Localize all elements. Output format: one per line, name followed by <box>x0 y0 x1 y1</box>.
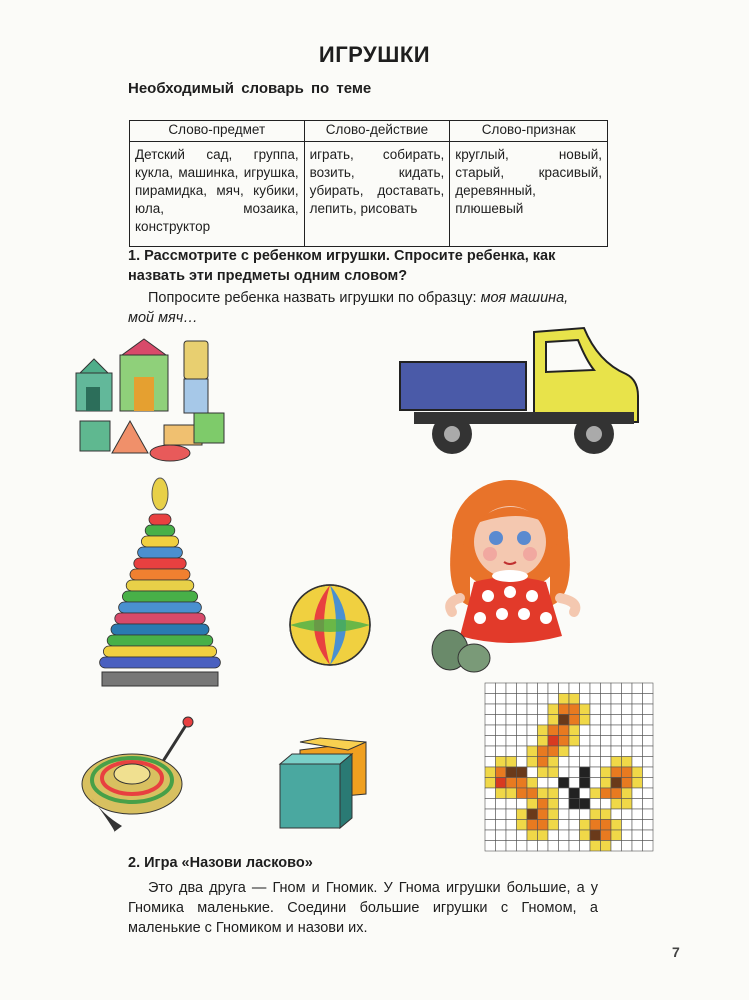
mosaic-cell <box>601 725 612 736</box>
mosaic-cell <box>590 694 601 705</box>
vocabulary-table <box>129 120 608 247</box>
mosaic-cell <box>622 715 633 726</box>
mosaic-cell <box>496 694 507 705</box>
mosaic-cell <box>517 757 528 768</box>
mosaic-cell <box>485 841 496 852</box>
table-header-verbs: Слово-действие <box>304 121 450 142</box>
mosaic-cell <box>611 746 622 757</box>
mosaic-cell <box>538 725 549 736</box>
mosaic-cell <box>580 778 591 789</box>
mosaic-cell <box>643 830 654 841</box>
mosaic-cell <box>569 830 580 841</box>
mosaic-cell <box>496 736 507 747</box>
mosaic-cell <box>517 736 528 747</box>
doll-illustration <box>430 478 600 678</box>
pyramid-ring <box>103 646 216 657</box>
mosaic-cell <box>485 778 496 789</box>
mosaic-cell <box>538 757 549 768</box>
mosaic-cell <box>559 694 570 705</box>
mosaic-cell <box>527 736 538 747</box>
mosaic-cell <box>643 683 654 694</box>
mosaic-cell <box>527 778 538 789</box>
mosaic-cell <box>569 820 580 831</box>
table-cell-adjectives: круглый, новый, старый, красивый, деревянный, плюшевый <box>450 142 608 247</box>
mosaic-cell <box>527 830 538 841</box>
mosaic-cell <box>527 715 538 726</box>
mosaic-cell <box>485 704 496 715</box>
mosaic-cell <box>643 746 654 757</box>
mosaic-cell <box>496 799 507 810</box>
mosaic-cell <box>559 757 570 768</box>
mosaic-cell <box>580 830 591 841</box>
mosaic-cell <box>622 788 633 799</box>
mosaic-cell <box>632 704 643 715</box>
mosaic-cell <box>580 736 591 747</box>
mosaic-cell <box>590 841 601 852</box>
mosaic-cell <box>548 736 559 747</box>
mosaic-cell <box>601 767 612 778</box>
mosaic-cell <box>580 725 591 736</box>
mosaic-cell <box>548 820 559 831</box>
mosaic-cell <box>580 767 591 778</box>
mosaic-cell <box>548 746 559 757</box>
mosaic-cell <box>485 736 496 747</box>
mosaic-cell <box>590 809 601 820</box>
mosaic-cell <box>632 820 643 831</box>
pyramid-ring <box>122 591 197 602</box>
mosaic-cell <box>590 830 601 841</box>
building-blocks-illustration <box>72 335 242 465</box>
mosaic-cell <box>506 767 517 778</box>
mosaic-cell <box>527 841 538 852</box>
pyramid-ring <box>141 536 178 547</box>
cubes-illustration <box>278 738 378 833</box>
mosaic-cell <box>538 841 549 852</box>
mosaic-cell <box>496 767 507 778</box>
mosaic-cell <box>517 820 528 831</box>
mosaic-cell <box>506 757 517 768</box>
pyramid-ring <box>145 525 175 536</box>
mosaic-cell <box>622 799 633 810</box>
mosaic-cell <box>569 683 580 694</box>
mosaic-cell <box>485 746 496 757</box>
mosaic-cell <box>506 799 517 810</box>
mosaic-cell <box>527 809 538 820</box>
mosaic-cell <box>559 830 570 841</box>
mosaic-cell <box>622 830 633 841</box>
mosaic-cell <box>517 746 528 757</box>
mosaic-cell <box>622 736 633 747</box>
mosaic-cell <box>538 736 549 747</box>
pyramid-ring <box>115 613 205 624</box>
mosaic-cell <box>611 757 622 768</box>
mosaic-cell <box>601 757 612 768</box>
mosaic-cell <box>485 820 496 831</box>
mosaic-cell <box>527 683 538 694</box>
mosaic-cell <box>517 715 528 726</box>
mosaic-cell <box>527 694 538 705</box>
mosaic-cell <box>538 830 549 841</box>
mosaic-cell <box>611 778 622 789</box>
mosaic-cell <box>601 778 612 789</box>
mosaic-cell <box>527 820 538 831</box>
mosaic-cell <box>506 725 517 736</box>
mosaic-cell <box>527 704 538 715</box>
mosaic-cell <box>569 757 580 768</box>
mosaic-cell <box>632 809 643 820</box>
mosaic-cell <box>559 715 570 726</box>
mosaic-cell <box>496 757 507 768</box>
mosaic-cell <box>517 788 528 799</box>
mosaic-cell <box>496 830 507 841</box>
mosaic-cell <box>559 778 570 789</box>
mosaic-cell <box>569 778 580 789</box>
mosaic-cell <box>622 683 633 694</box>
stacking-pyramid-illustration <box>96 476 226 691</box>
task-2-text: Это два друга — Гном и Гномик. У Гнома игрушки большие, а у Гномика маленькие. Соедини большие игрушки с Гномом, а маленькие с Гномиком и назови их. <box>128 880 598 936</box>
mosaic-cell <box>496 704 507 715</box>
toy-truck-illustration <box>398 322 644 462</box>
mosaic-cell <box>559 809 570 820</box>
mosaic-cell <box>590 788 601 799</box>
mosaic-cell <box>643 841 654 852</box>
mosaic-cell <box>548 799 559 810</box>
mosaic-cell <box>485 694 496 705</box>
mosaic-cell <box>559 736 570 747</box>
mosaic-cell <box>496 809 507 820</box>
mosaic-cell <box>590 683 601 694</box>
mosaic-cell <box>559 820 570 831</box>
mosaic-cell <box>632 778 643 789</box>
mosaic-butterfly-illustration <box>485 683 655 853</box>
pyramid-ring <box>126 580 194 591</box>
mosaic-cell <box>548 683 559 694</box>
mosaic-cell <box>643 757 654 768</box>
mosaic-cell <box>590 725 601 736</box>
mosaic-cell <box>580 746 591 757</box>
mosaic-cell <box>590 715 601 726</box>
mosaic-cell <box>601 809 612 820</box>
mosaic-cell <box>611 841 622 852</box>
mosaic-cell <box>485 830 496 841</box>
mosaic-cell <box>527 788 538 799</box>
mosaic-cell <box>538 715 549 726</box>
mosaic-cell <box>548 715 559 726</box>
mosaic-cell <box>485 788 496 799</box>
table-header-adjectives: Слово-признак <box>450 121 608 142</box>
mosaic-cell <box>569 767 580 778</box>
mosaic-cell <box>611 715 622 726</box>
table-cell-verbs: играть, собирать, возить, кидать, убирать, доставать, лепить, рисовать <box>304 142 450 247</box>
mosaic-cell <box>580 841 591 852</box>
mosaic-cell <box>569 788 580 799</box>
mosaic-cell <box>580 809 591 820</box>
mosaic-cell <box>622 841 633 852</box>
mosaic-cell <box>632 736 643 747</box>
mosaic-cell <box>601 746 612 757</box>
mosaic-cell <box>590 799 601 810</box>
mosaic-cell <box>538 704 549 715</box>
mosaic-cell <box>590 736 601 747</box>
mosaic-cell <box>559 725 570 736</box>
mosaic-cell <box>643 725 654 736</box>
task-2-heading: 2. Игра «Назови ласково» <box>128 855 313 871</box>
mosaic-cell <box>611 809 622 820</box>
task-1-heading: 1. Рассмотрите с ребенком игрушки. Спросите ребенка, как назвать эти предметы одним словом? <box>128 248 556 284</box>
mosaic-cell <box>601 694 612 705</box>
mosaic-cell <box>601 830 612 841</box>
task-1-instruction: Попросите ребенка назвать игрушки по образцу: <box>148 290 481 306</box>
task-1-example: моя машина, мой мяч… <box>128 290 569 326</box>
mosaic-cell <box>506 694 517 705</box>
mosaic-cell <box>506 820 517 831</box>
mosaic-cell <box>643 694 654 705</box>
mosaic-cell <box>548 704 559 715</box>
mosaic-cell <box>590 767 601 778</box>
pyramid-ring <box>119 602 202 613</box>
mosaic-cell <box>496 778 507 789</box>
mosaic-cell <box>601 704 612 715</box>
mosaic-cell <box>496 841 507 852</box>
mosaic-cell <box>643 788 654 799</box>
mosaic-cell <box>611 767 622 778</box>
mosaic-cell <box>506 683 517 694</box>
mosaic-cell <box>517 830 528 841</box>
mosaic-cell <box>590 746 601 757</box>
pyramid-rings <box>100 514 221 668</box>
mosaic-cell <box>643 820 654 831</box>
mosaic-cell <box>527 757 538 768</box>
mosaic-cell <box>517 809 528 820</box>
mosaic-cell <box>506 715 517 726</box>
mosaic-cell <box>622 694 633 705</box>
mosaic-cell <box>538 694 549 705</box>
mosaic-cell <box>527 746 538 757</box>
mosaic-cell <box>622 809 633 820</box>
mosaic-cell <box>611 830 622 841</box>
mosaic-cell <box>632 788 643 799</box>
vocabulary-subtitle: Необходимый словарь по теме <box>128 80 372 97</box>
mosaic-cell <box>590 757 601 768</box>
mosaic-cell <box>622 767 633 778</box>
mosaic-cell <box>496 683 507 694</box>
mosaic-cell <box>601 799 612 810</box>
mosaic-cell <box>632 799 643 810</box>
mosaic-cell <box>590 820 601 831</box>
mosaic-cell <box>569 704 580 715</box>
mosaic-cell <box>506 841 517 852</box>
mosaic-cell <box>611 725 622 736</box>
mosaic-cell <box>622 778 633 789</box>
mosaic-cell <box>643 704 654 715</box>
mosaic-cell <box>548 788 559 799</box>
mosaic-cell <box>506 778 517 789</box>
mosaic-cell <box>643 767 654 778</box>
mosaic-cell <box>506 788 517 799</box>
mosaic-cell <box>622 725 633 736</box>
mosaic-cell <box>611 704 622 715</box>
mosaic-cell <box>611 694 622 705</box>
mosaic-cell <box>580 820 591 831</box>
mosaic-cell <box>506 746 517 757</box>
mosaic-cell <box>601 715 612 726</box>
mosaic-cell <box>632 694 643 705</box>
mosaic-cell <box>569 725 580 736</box>
mosaic-cell <box>527 799 538 810</box>
mosaic-cell <box>569 809 580 820</box>
mosaic-cell <box>517 778 528 789</box>
mosaic-cell <box>538 809 549 820</box>
pyramid-ring <box>130 569 190 580</box>
pyramid-ring <box>111 624 209 635</box>
mosaic-cell <box>580 799 591 810</box>
mosaic-cell <box>569 694 580 705</box>
spinning-top-illustration <box>78 714 208 836</box>
mosaic-cell <box>506 830 517 841</box>
mosaic-cell <box>548 757 559 768</box>
mosaic-cell <box>538 746 549 757</box>
mosaic-cell <box>590 778 601 789</box>
mosaic-cell <box>527 767 538 778</box>
mosaic-cell <box>622 704 633 715</box>
mosaic-cell <box>538 683 549 694</box>
mosaic-cell <box>569 799 580 810</box>
mosaic-cell <box>622 820 633 831</box>
mosaic-cell <box>538 778 549 789</box>
mosaic-cell <box>517 704 528 715</box>
mosaic-cell <box>485 725 496 736</box>
pyramid-ring <box>134 558 186 569</box>
mosaic-cell <box>527 725 538 736</box>
mosaic-cell <box>611 683 622 694</box>
mosaic-cell <box>559 799 570 810</box>
mosaic-cell <box>496 788 507 799</box>
mosaic-cell <box>601 820 612 831</box>
mosaic-cell <box>611 820 622 831</box>
mosaic-cell <box>517 725 528 736</box>
mosaic-cell <box>559 683 570 694</box>
mosaic-cell <box>548 841 559 852</box>
mosaic-cell <box>569 736 580 747</box>
mosaic-cell <box>506 736 517 747</box>
mosaic-cell <box>643 736 654 747</box>
mosaic-cell <box>622 746 633 757</box>
mosaic-cell <box>548 725 559 736</box>
mosaic-cell <box>580 694 591 705</box>
mosaic-cell <box>601 736 612 747</box>
mosaic-cell <box>632 746 643 757</box>
mosaic-cell <box>580 715 591 726</box>
mosaic-cell <box>632 725 643 736</box>
mosaic-cell <box>611 788 622 799</box>
ball-illustration <box>288 583 372 667</box>
mosaic-cell <box>622 757 633 768</box>
mosaic-cell <box>506 704 517 715</box>
mosaic-cell <box>506 809 517 820</box>
mosaic-cell <box>559 746 570 757</box>
page-number: 7 <box>672 944 680 960</box>
mosaic-cell <box>496 746 507 757</box>
mosaic-cell <box>569 841 580 852</box>
mosaic-cell <box>517 683 528 694</box>
mosaic-cell <box>611 736 622 747</box>
mosaic-cell <box>632 715 643 726</box>
mosaic-cell <box>601 788 612 799</box>
mosaic-cell <box>548 767 559 778</box>
mosaic-cell <box>643 799 654 810</box>
mosaic-cell <box>632 757 643 768</box>
mosaic-cell <box>517 799 528 810</box>
pyramid-ring <box>100 657 221 668</box>
mosaic-cell <box>517 841 528 852</box>
mosaic-cell <box>548 830 559 841</box>
mosaic-cell <box>559 841 570 852</box>
mosaic-cell <box>485 767 496 778</box>
table-header-nouns: Слово-предмет <box>130 121 305 142</box>
mosaic-cell <box>643 715 654 726</box>
mosaic-cell <box>632 683 643 694</box>
mosaic-cell <box>559 704 570 715</box>
mosaic-cell <box>611 799 622 810</box>
mosaic-cell <box>580 704 591 715</box>
mosaic-cell <box>559 788 570 799</box>
mosaic-cell <box>643 778 654 789</box>
mosaic-cell <box>590 704 601 715</box>
mosaic-cell <box>496 715 507 726</box>
mosaic-cell <box>485 683 496 694</box>
mosaic-cell <box>632 767 643 778</box>
mosaic-cell <box>538 788 549 799</box>
mosaic-cell <box>569 715 580 726</box>
table-cell-nouns: Детский сад, группа, кукла, машинка, игрушка, пирамидка, мяч, кубики, юла, мозаика, конструктор <box>130 142 305 247</box>
mosaic-cell <box>580 757 591 768</box>
mosaic-cell <box>643 809 654 820</box>
mosaic-cell <box>580 788 591 799</box>
mosaic-cell <box>569 746 580 757</box>
mosaic-cell <box>485 757 496 768</box>
mosaic-cell <box>496 820 507 831</box>
mosaic-cell <box>485 799 496 810</box>
page-title: ИГРУШКИ <box>318 42 431 67</box>
mosaic-cell <box>548 809 559 820</box>
pyramid-ring <box>107 635 213 646</box>
mosaic-cell <box>496 725 507 736</box>
pyramid-ring <box>138 547 183 558</box>
mosaic-cell <box>632 841 643 852</box>
mosaic-cell <box>548 694 559 705</box>
mosaic-cell <box>485 809 496 820</box>
mosaic-cell <box>601 841 612 852</box>
mosaic-cell <box>559 767 570 778</box>
mosaic-cell <box>517 767 528 778</box>
mosaic-cell <box>538 799 549 810</box>
mosaic-cell <box>548 778 559 789</box>
mosaic-cell <box>580 683 591 694</box>
mosaic-cell <box>485 715 496 726</box>
mosaic-cell <box>632 830 643 841</box>
mosaic-cell <box>601 683 612 694</box>
mosaic-cell <box>538 820 549 831</box>
pyramid-ring <box>149 514 171 525</box>
mosaic-cell <box>517 694 528 705</box>
mosaic-cell <box>538 767 549 778</box>
